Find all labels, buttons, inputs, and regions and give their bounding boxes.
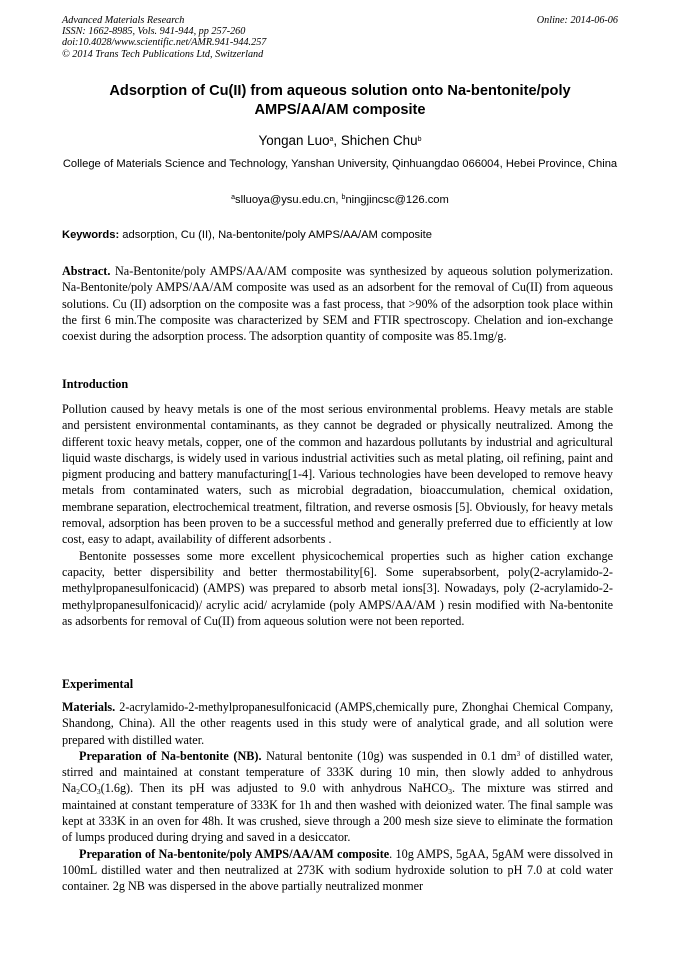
author-emails [62,192,618,208]
nb-preparation-paragraph [62,748,613,846]
author-name: Yongan Luo [258,133,330,148]
experimental-section [62,699,613,895]
issn-line: ISSN: 1662-8985, Vols. 941-944, pp 257-260 [62,26,246,38]
introduction-heading: Introduction [62,377,129,391]
paper-title: Adsorption of Cu(II) from aqueous solution onto Na-bentonite/poly AMPS/AA/AM composite [109,83,571,118]
journal-name: Advanced Materials Research [62,15,185,26]
journal-header [62,15,618,60]
introduction-section [62,401,613,629]
doi-line: doi:10.4028/www.scientific.net/AMR.941-944.257 [62,37,267,49]
composite-preparation-paragraph [62,846,613,895]
abstract-label: Abstract. [62,264,111,278]
materials-label: Materials. [62,700,116,714]
email-mark: a [231,194,236,201]
keywords [62,228,618,243]
nb-text: CO [79,781,97,796]
keywords-text: adsorption, Cu (II), Na-bentonite/poly AMPS/AA/AM composite [119,229,432,241]
nb-text: . The mixture was stirred and maintained at constant temperature of 333K for 1h and then washed with deionized water. The final sample was kept at 333K in an oven for 48h. It was crushed, sieve through a 200 mesh size sieve to eliminate the formation of lumps produced during drying and saved in a desiccator. [62,781,613,845]
superscript: 3 [516,749,521,758]
email-mark: b [341,194,346,201]
author-name: Shichen Chu [340,133,418,148]
subscript: 3 [448,787,453,797]
composite-preparation-label: Preparation of Na-bentonite/poly AMPS/AA/AM composite [79,846,390,861]
author-affil-mark: b [417,136,422,143]
materials-paragraph [62,699,613,748]
nb-text: (1.6g). Then its pH was adjusted to 9.0 with anhydrous NaHCO [100,781,449,796]
author-affil-mark: a [329,136,334,143]
subscript: 2 [76,787,80,797]
nb-text: Natural bentonite (10g) was suspended in 0.1 dm [261,748,517,763]
experimental-heading: Experimental [62,677,134,691]
keywords-label: Keywords: [62,229,120,241]
author-separator: , [333,133,341,148]
nb-text: of distilled water, stirred and maintained at constant temperature of 333K during 10 min, then slowly added to anhydrous Na [62,748,613,796]
introduction-paragraph: Pollution caused by heavy metals is one of the most serious environmental problems. Heavy metals are stable and persistent environmental contaminants, as they cannot be degraded or physically neutralized. Among the different toxic heavy metals, copper, one of the common and hazardous pollutants by industrial and agricultural liquid waste dischargs, is widely used in various industrial activities such as metal plating, oil refining, paint and pigment producing and battery manufacturing[1-4]. Various technologies have been developed to remove heavy metals from contaminated waters, such as microbial degradation, bioaccumulation, chemical oxidation, membrane separation, electrochemical treatment, filtration, and reverse osmosis [5]. Obviously, for heavy metals removal, adsorption has been proven to be a successful method and generally preferred due to efficiently at low cost, easy to adapt, availability of different adsorbents . [62,402,613,547]
abstract [62,263,613,344]
email-address: ningjincsc@126.com [345,194,449,206]
introduction-paragraph: Bentonite possesses some more excellent physicochemical properties such as higher cation exchange capacity, better dispersibility and better thermostability[6]. Some superabsorbent, poly(2-acrylamido-2-methylpropanesulfonicacid) (AMPS) was prepared to absorb metal ions[3]. Nowadays, poly (2-acrylamido-2-methylpropanesulfonicacid)/ acrylic acid/ acrylamide (poly AMPS/AA/AM ) resin modified with Na-bentonite as adsorbents for removal of Cu(II) from aqueous solution were not been reported. [62,548,613,628]
subscript: 3 [96,787,101,797]
email-address: slluoya@ysu.edu.cn, [235,194,342,206]
abstract-text: Na-Bentonite/poly AMPS/AA/AM composite was synthesized by aqueous solution polymerization. Na-Bentonite/poly AMPS/AA/AM composite was used as an adsorbent for the removal of Cu(II) from aqueous solutions. Cu (II) adsorption on the composite was a fast process, that >90% of the adsorption took place within the first 6 min.The composite was characterized by SEM and FTIR spectroscopy. Chelation and ion-exchange coexist during the adsorption process. The adsorption quantity of composite was 85.1mg/g. [62,264,613,344]
materials-text: 2-acrylamido-2-methylpropanesulfonicacid (AMPS,chemically pure, Zhonghai Chemical Company, Shandong, China). All the other reagents used in this study were of analytical grade, and all solution were prepared with distilled water. [62,700,613,747]
copyright-line: © 2014 Trans Tech Publications Ltd, Switzerland [62,48,264,60]
nb-preparation-label: Preparation of Na-bentonite (NB). [79,748,262,763]
affiliation: College of Materials Science and Technology, Yanshan University, Qinhuangdao 066004, Hebei Province, China [62,158,618,170]
online-date: Online: 2014-06-06 [536,15,618,26]
author-list [62,132,618,150]
composite-preparation-text: . 10g AMPS, 5gAA, 5gAM were dissolved in 100mL distilled water and then neutralized at 273K with sodium hydroxide solution to pH 7.0 at cold water container. 2g NB was dispersed in the above partially neutralized monmer [62,846,613,894]
